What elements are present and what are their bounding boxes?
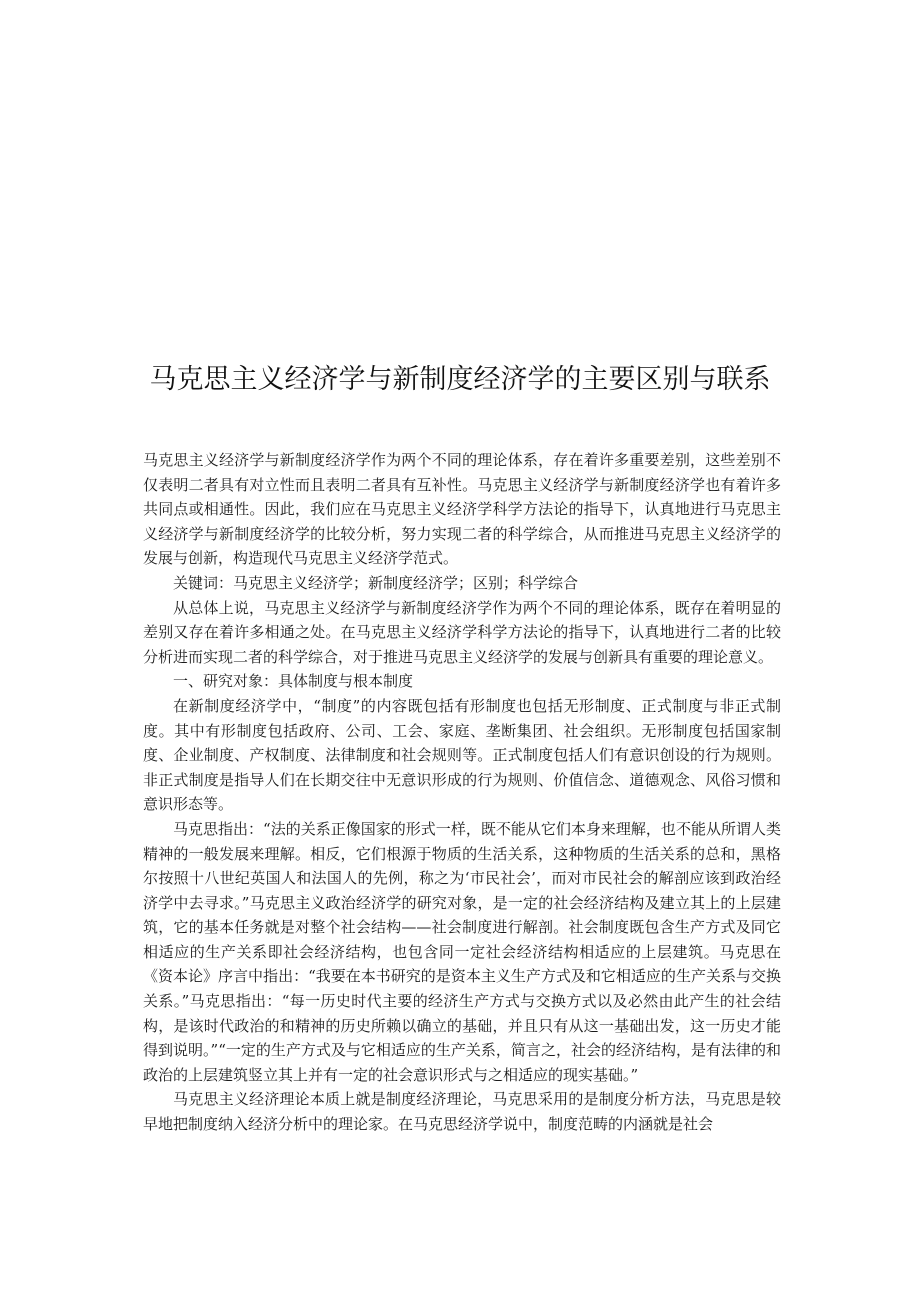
document-title: 马克思主义经济学与新制度经济学的主要区别与联系	[149, 364, 771, 395]
abstract-paragraph: 马克思主义经济学与新制度经济学作为两个不同的理论体系，存在着许多重要差别，这些差别不仅表明二者具有对立性而且表明二者具有互补性。马克思主义经济学与新制度经济学也有着许多共同点或相通性。因此，我们应在马克思主义经济学科学方法论的指导下，认真地进行马克思主义经济学与新制度经济学的比较分析，努力实现二者的科学综合，从而推进马克思主义经济学的发展与创新，构造现代马克思主义经济学范式。	[143, 451, 781, 568]
body-paragraph: 马克思主义经济理论本质上就是制度经济理论，马克思采用的是制度分析方法，马克思是较早地把制度纳入经济分析中的理论家。在马克思经济学说中，制度范畴的内涵就是社会	[143, 1090, 781, 1134]
keywords-paragraph: 关键词：马克思主义经济学；新制度经济学；区别；科学综合	[173, 573, 579, 592]
document-body	[143, 448, 781, 1137]
section-heading: 一、研究对象：具体制度与根本制度	[173, 672, 414, 691]
intro-paragraph: 从总体上说，马克思主义经济学与新制度经济学作为两个不同的理论体系，既存在着明显的差别又存在着许多相通之处。在马克思主义经济学科学方法论的指导下，认真地进行二者的比较分析进而实现二者的科学综合，对于推进马克思主义经济学的发展与创新具有重要的理论意义。	[143, 598, 781, 666]
body-paragraph: 马克思指出：“法的关系正像国家的形式一样，既不能从它们本身来理解，也不能从所谓人类精神的一般发展来理解。相反，它们根源于物质的生活关系，这种物质的生活关系的总和，黑格尔按照十八世纪英国人和法国人的先例，称之为‘市民社会’，而对市民社会的解剖应该到政治经济学中去寻求。”马克思主义政治经济学的研究对象，是一定的社会经济结构及建立其上的上层建筑，它的基本任务就是对整个社会结构——社会制度进行解剖。社会制度既包含生产方式及同它相适应的生产关系即社会经济结构，也包含同一定社会经济结构相适应的上层建筑。马克思在《资本论》序言中指出：“我要在本书研究的是资本主义生产方式及和它相适应的生产关系与交换关系。”马克思指出：“每一历史时代主要的经济生产方式与交换方式以及必然由此产生的社会结构，是该时代政治的和精神的历史所赖以确立的基础，并且只有从这一基础出发，这一历史才能得到说明。”“一定的生产方式及与它相适应的生产关系，简言之，社会的经济结构，是有法律的和政治的上层建筑竖立其上并有一定的社会意识形式与之相适应的现实基础。”	[143, 819, 781, 1084]
body-paragraph: 在新制度经济学中，“制度”的内容既包括有形制度也包括无形制度、正式制度与非正式制度。其中有形制度包括政府、公司、工会、家庭、垄断集团、社会组织。无形制度包括国家制度、企业制度、产权制度、法律制度和社会规则等。正式制度包括人们有意识创设的行为规则。非正式制度是指导人们在长期交往中无意识形成的行为规则、价值信念、道德观念、风俗习惯和意识形态等。	[143, 696, 781, 814]
